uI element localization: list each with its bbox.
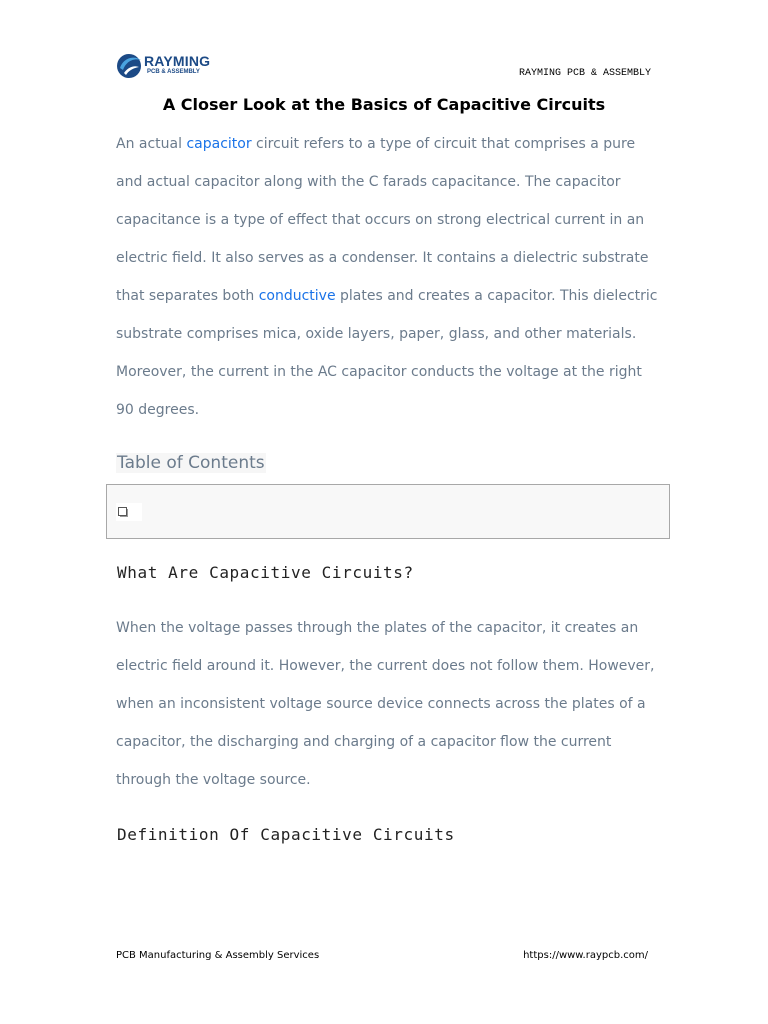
capacitor-link[interactable]: capacitor [186,136,252,152]
toc-container [106,484,670,539]
logo-tagline: PCB & ASSEMBLY [147,69,200,75]
section-heading-definition: Definition Of Capacitive Circuits [117,825,455,844]
rayming-logo [114,50,224,82]
rayming-logo-mark-icon [114,50,144,80]
intro-text-3: plates and creates a capacitor. This dielectric substrate comprises mica, oxide layers, paper, glass, and other materials. Moreover, the current in the AC capacitor conducts the voltage at the right 90 degrees. [116,288,658,418]
logo-name: RAYMING [144,53,211,69]
toc-heading: Table of Contents [117,453,265,473]
header-company-name: RAYMING PCB & ASSEMBLY [518,68,651,79]
conductive-link[interactable]: conductive [258,288,336,304]
intro-text-1: An actual [116,136,187,152]
toc-toggle-checkbox[interactable] [116,503,142,521]
section-paragraph: When the voltage passes through the plates of the capacitor, it creates an electric field around it. However, the current does not follow them. However, when an inconsistent voltage source device connects across the plates of a capacitor, the discharging and charging of a capacitor flow the current through the voltage source. [116,620,655,788]
intro-text-2: circuit refers to a type of circuit that comprises a pure and actual capacitor along with the C farads capacitance. The capacitor capacitance is a type of effect that occurs on strong electrical current in an electric field. It also serves as a condenser. It contains a dielectric substrate that separates both [116,136,649,304]
intro-paragraph [116,125,661,429]
page-title: A Closer Look at the Basics of Capacitive Circuits [162,95,606,114]
footer-website-link[interactable]: https://www.raypcb.com/ [523,950,648,961]
footer-services-text: PCB Manufacturing & Assembly Services [116,950,320,961]
section-heading-what-are: What Are Capacitive Circuits? [117,563,414,582]
checkbox-icon [118,507,127,516]
